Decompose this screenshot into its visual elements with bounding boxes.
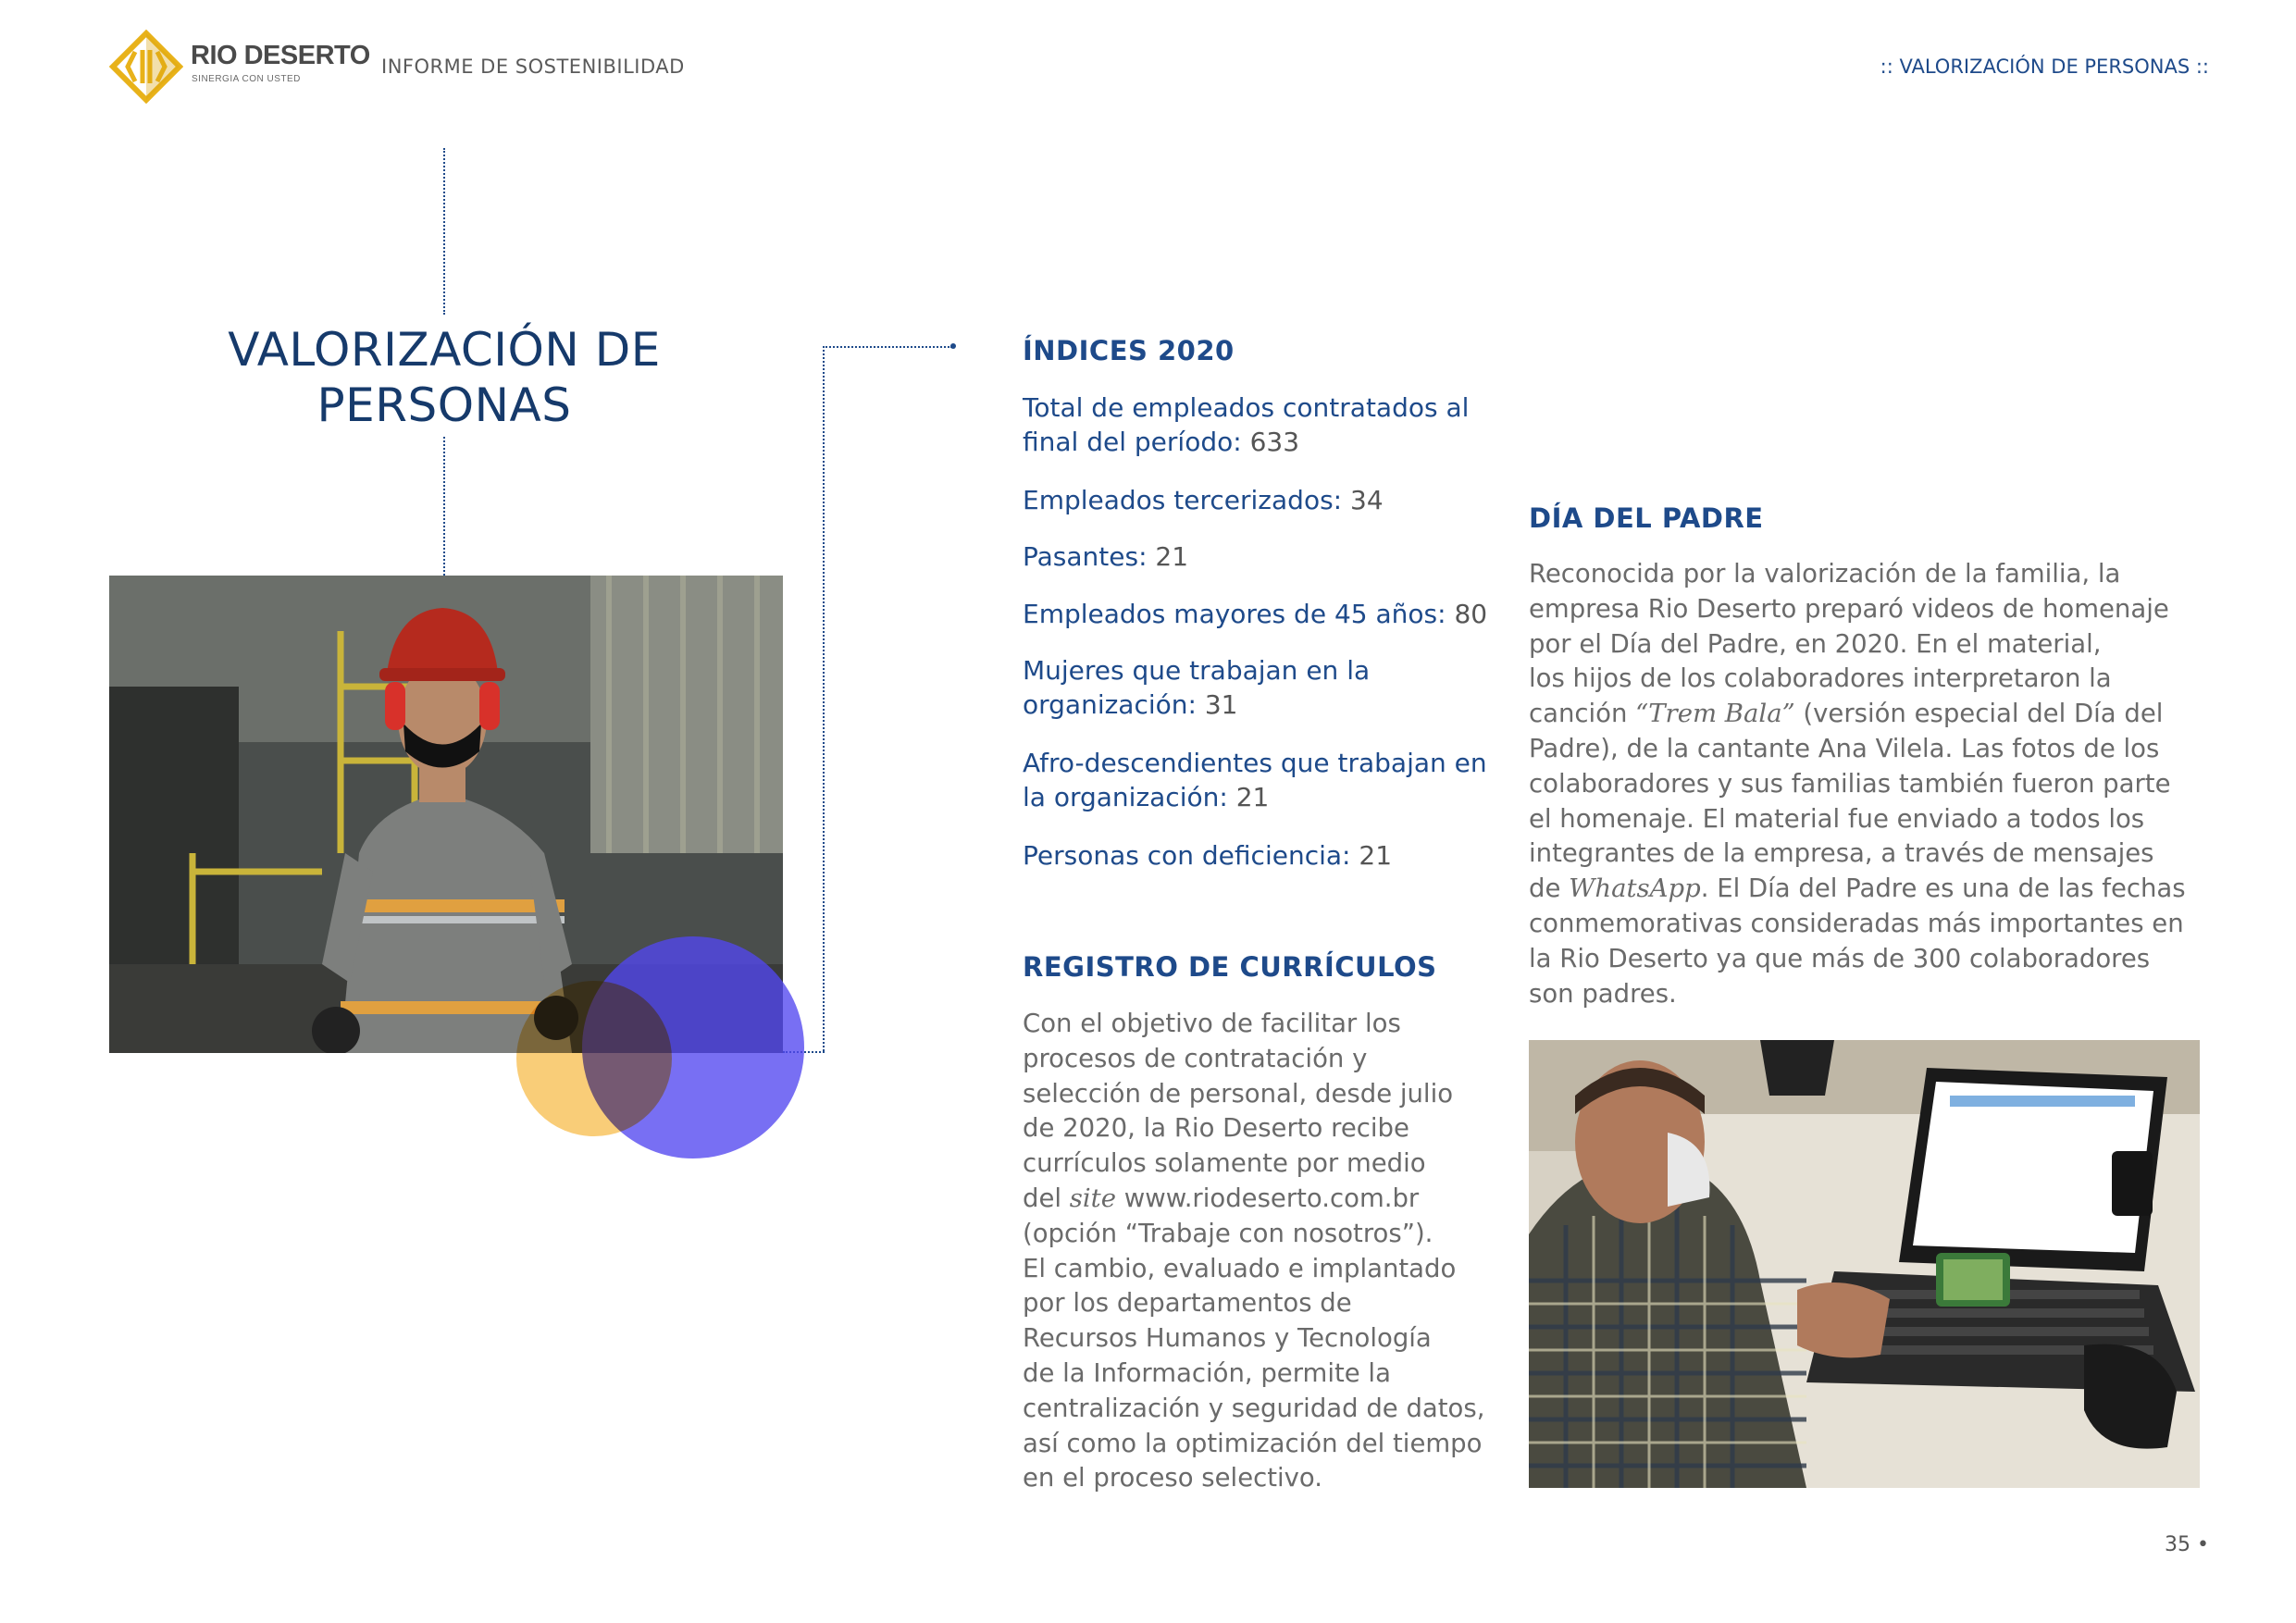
connector-dot xyxy=(950,343,956,349)
text-line: canción “Trem Bala” (versión especial del Día del xyxy=(1529,699,2164,729)
section-header: :: VALORIZACIÓN DE PERSONAS :: xyxy=(1880,56,2209,78)
text-line: de WhatsApp. El Día del Padre es una de las fechas xyxy=(1529,873,2186,904)
text-line: en el proceso selectivo. xyxy=(1023,1463,1323,1493)
stat-label: organización xyxy=(1023,689,1188,720)
page-number: 35 • xyxy=(2165,1533,2209,1556)
text-line: empresa Rio Deserto preparó videos de homenaje xyxy=(1529,593,2169,624)
stat-value: 31 xyxy=(1204,689,1238,720)
stat-value: 633 xyxy=(1249,427,1300,457)
registro-heading: REGISTRO DE CURRÍCULOS xyxy=(1023,951,1437,983)
text-line: así como la optimización del tiempo xyxy=(1023,1428,1483,1458)
text-line: los hijos de los colaboradores interpretaron la xyxy=(1529,663,2112,694)
text-line: selección de personal, desde julio xyxy=(1023,1078,1454,1109)
text-line: currículos solamente por medio xyxy=(1023,1148,1426,1179)
stat-label: Empleados mayores de 45 años xyxy=(1023,599,1438,629)
page-title-line-1: VALORIZACIÓN DE xyxy=(228,323,661,377)
stat-value: 21 xyxy=(1235,782,1270,812)
brand-tagline: SINERGIA CON USTED xyxy=(192,74,301,84)
dia-del-padre-heading: DÍA DEL PADRE xyxy=(1529,502,1764,534)
text-line: del site www.riodeserto.com.br xyxy=(1023,1183,1420,1213)
text-line: de 2020, la Rio Deserto recibe xyxy=(1023,1113,1409,1144)
stat-label: Total de empleados contratados al xyxy=(1023,392,1470,423)
page-title-line-2: PERSONAS xyxy=(316,378,572,432)
text-line: el homenaje. El material fue enviado a todos los xyxy=(1529,803,2145,834)
text-line: centralización y seguridad de datos, xyxy=(1023,1393,1485,1423)
registro-paragraph xyxy=(1023,1007,1484,1496)
stat-women: Mujeres que trabajan en la organización: 31 xyxy=(1023,655,1371,720)
report-title: INFORME DE SOSTENIBILIDAD xyxy=(381,56,685,78)
stat-label: Afro-descendientes que trabajan en xyxy=(1023,748,1487,778)
text-line: de la Información, permite la xyxy=(1023,1357,1391,1388)
text-line: la Rio Deserto ya que más de 300 colaboradores xyxy=(1529,943,2151,973)
decorative-yellow-circle xyxy=(516,981,672,1136)
title-connector-bottom xyxy=(443,437,445,576)
stat-value: 21 xyxy=(1359,840,1393,871)
text-line: Reconocida por la valorización de la familia, la xyxy=(1529,559,2121,588)
text-line: Recursos Humanos y Tecnología xyxy=(1023,1323,1432,1354)
stat-value: 80 xyxy=(1454,599,1488,629)
text-line: (opción “Trabaje con nosotros”). xyxy=(1023,1218,1433,1248)
dia-del-padre-paragraph xyxy=(1529,557,2186,1011)
text-line: procesos de contratación y xyxy=(1023,1043,1368,1073)
text-line: conmemorativas consideradas más importantes en xyxy=(1529,908,2184,938)
stat-label: Mujeres que trabajan en la xyxy=(1023,655,1371,686)
stat-outsourced: Empleados tercerizados: 34 xyxy=(1023,485,1384,515)
stat-label: Personas con deficiencia xyxy=(1023,840,1343,871)
stat-label: final del período xyxy=(1023,427,1234,457)
index-connector-vertical xyxy=(823,346,825,1051)
text-line: por los departamentos de xyxy=(1023,1288,1352,1319)
brand-name: RIO DESERTO xyxy=(191,41,370,70)
text-line: colaboradores y sus familias también fueron parte xyxy=(1529,768,2171,799)
stat-label: Empleados tercerizados xyxy=(1023,485,1334,515)
text-line: integrantes de la empresa, a través de mensajes xyxy=(1529,838,2154,869)
father-day-photo xyxy=(1529,1040,2200,1488)
indices-heading: ÍNDICES 2020 xyxy=(1023,335,1235,366)
stat-over-45: Empleados mayores de 45 años: 80 xyxy=(1023,599,1488,629)
stat-value: 21 xyxy=(1155,541,1189,572)
index-connector-top xyxy=(823,346,952,348)
stat-label: Pasantes xyxy=(1023,541,1139,572)
text-line: El cambio, evaluado e implantado xyxy=(1023,1253,1457,1283)
text-line: Con el objetivo de facilitar los xyxy=(1023,1009,1401,1038)
rio-deserto-logo-icon xyxy=(109,30,183,104)
stat-label: la organización xyxy=(1023,782,1220,812)
text-line: Padre), de la cantante Ana Vilela. Las fotos de los xyxy=(1529,733,2160,763)
text-line: son padres. xyxy=(1529,978,1677,1009)
stat-disability: Personas con deficiencia: 21 xyxy=(1023,840,1393,871)
stat-afro-descendants: Afro-descendientes que trabajan en la organización: 21 xyxy=(1023,748,1487,812)
stat-total-employees: Total de empleados contratados al final del período: 633 xyxy=(1023,392,1470,457)
stat-interns: Pasantes: 21 xyxy=(1023,541,1189,572)
title-connector-top xyxy=(443,148,445,315)
page-title xyxy=(167,322,722,433)
stat-value: 34 xyxy=(1350,485,1384,515)
text-line: por el Día del Padre, en 2020. En el material, xyxy=(1529,628,2102,659)
